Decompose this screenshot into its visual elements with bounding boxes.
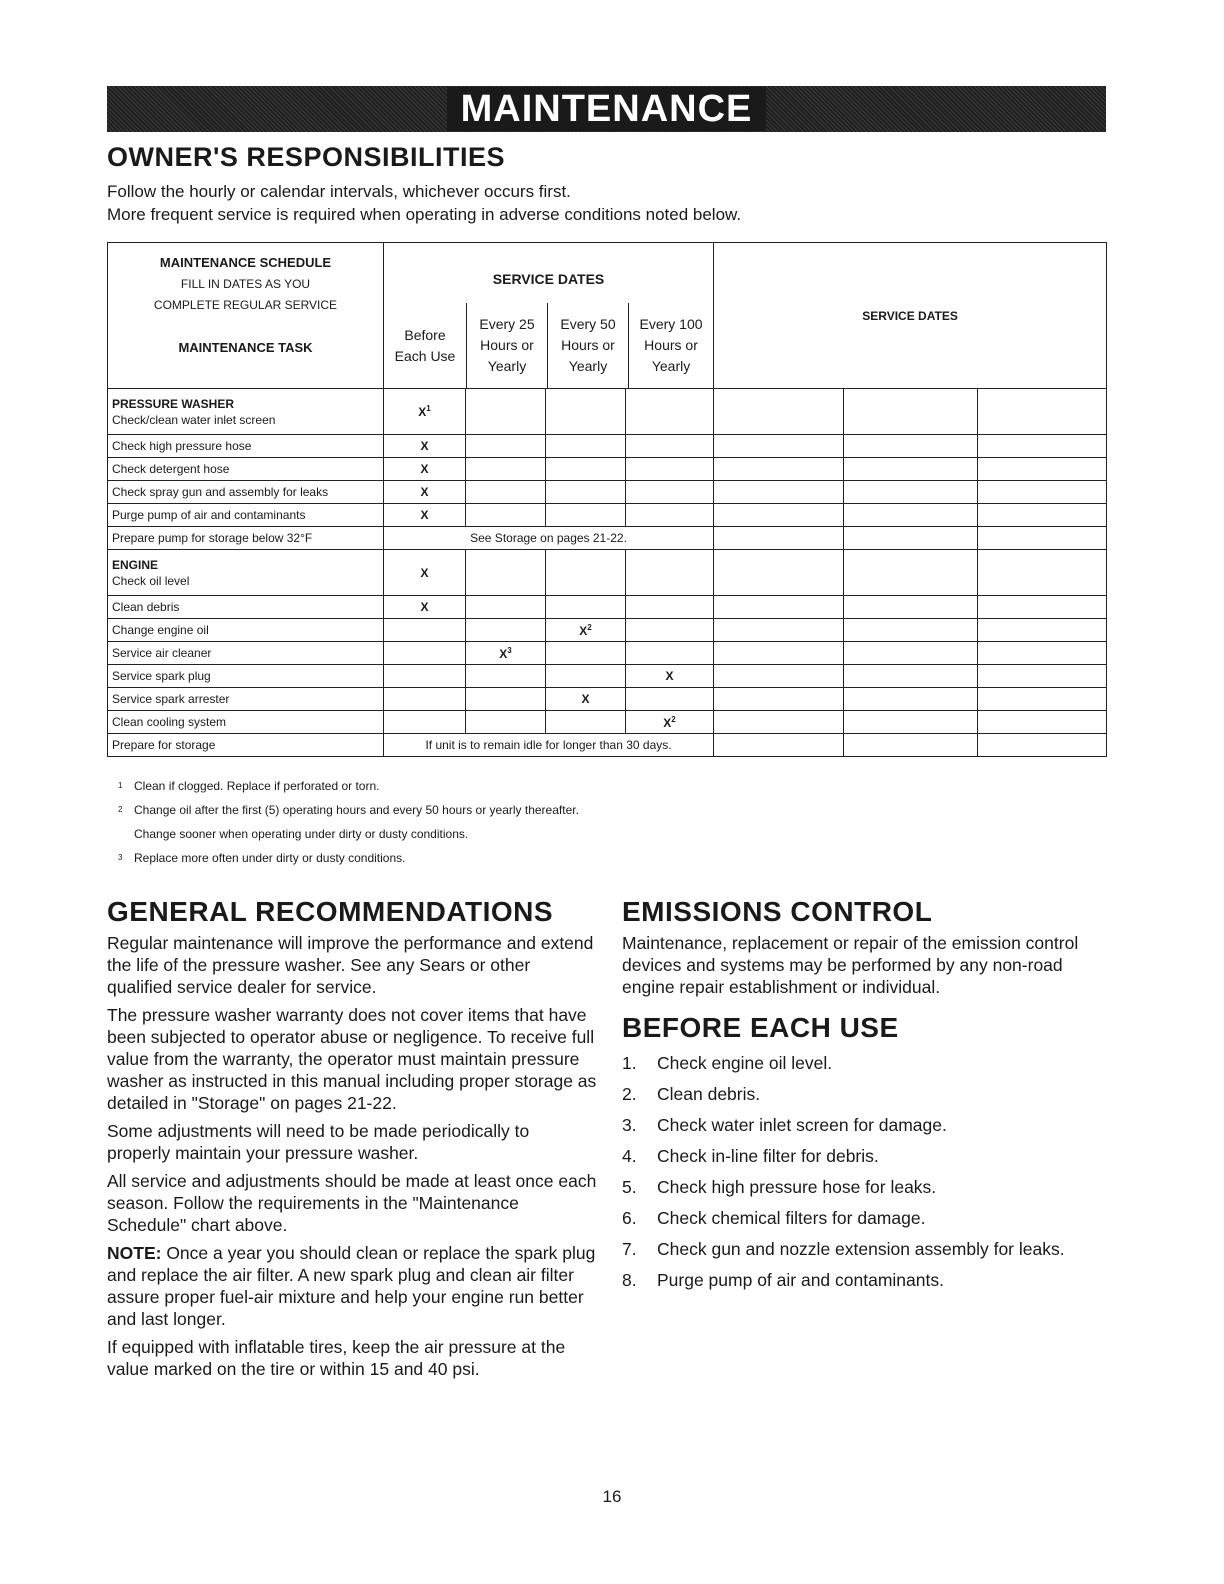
general-p1: Regular maintenance will improve the performance and extend the life of the pressure washer. See any Sears or other qualified service dealer for service. [107,933,594,997]
check-mark: X [420,439,429,453]
interval-cell-e25 [466,619,546,642]
task-cell [108,665,384,688]
task-label: Check/clean water inlet screen [112,412,276,427]
task-label: Prepare for storage [112,738,216,752]
service-date-cell[interactable] [714,527,844,550]
step-text: Check engine oil level. [657,1053,833,1073]
interval-cell-before [384,711,466,734]
interval-cell-e50 [546,550,626,596]
interval-cell-e50 [546,665,626,688]
interval-cell-e50 [546,504,626,527]
step-text: Check in-line filter for debris. [657,1146,879,1166]
interval-cell-e25 [466,389,546,435]
schedule-title: MAINTENANCE SCHEDULE [159,254,332,270]
service-date-cell[interactable] [714,619,844,642]
service-date-cell[interactable] [978,435,1107,458]
service-date-cell[interactable] [978,688,1107,711]
task-cell [108,458,384,481]
step-number: 1. [622,1053,637,1073]
task-label: Purge pump of air and contaminants [112,508,306,522]
interval-cell-before [384,435,466,458]
check-mark: X [499,646,508,661]
service-date-cell[interactable] [844,458,978,481]
table-row [108,619,1107,642]
step-text: Check gun and nozzle extension assembly for leaks. [657,1239,1065,1259]
check-mark: X [420,508,429,522]
list-item [622,1083,1102,1105]
service-date-cell[interactable] [978,711,1107,734]
service-date-cell[interactable] [844,596,978,619]
interval-cell-before [384,458,466,481]
task-label: Clean debris [112,600,180,614]
task-cell [108,619,384,642]
footnote-number: 2 [118,805,123,814]
step-text: Check water inlet screen for damage. [657,1115,947,1135]
step-number: 6. [622,1208,637,1228]
general-recommendations-text [107,932,597,1386]
note-text: Once a year you should clean or replace the spark plug and replace the air filter. A new spark plug and clean air filter assure proper fuel-air mixture and help your engine run better and last longer. [107,1243,596,1329]
task-cell [108,688,384,711]
interval-cell-e25 [466,711,546,734]
footnote [118,774,579,798]
service-date-cell[interactable] [844,504,978,527]
task-label: Check spray gun and assembly for leaks [112,485,329,499]
general-p3: Some adjustments will need to be made periodically to properly maintain your pressure washer. [107,1121,530,1163]
service-date-cell[interactable] [714,504,844,527]
interval-cell-e50 [546,619,626,642]
service-dates-right-header: SERVICE DATES [714,243,1107,389]
check-mark: X [579,623,588,638]
step-number: 2. [622,1084,637,1104]
check-mark: X [420,565,429,580]
interval-cell-before [384,665,466,688]
interval-cell-e50 [546,596,626,619]
service-date-cell[interactable] [844,435,978,458]
check-mark: X [581,692,590,706]
list-item [622,1176,1102,1198]
service-date-cell[interactable] [844,665,978,688]
task-label: Service spark plug [112,669,211,683]
footnote-text: Change oil after the first (5) operating hours and every 50 hours or yearly thereafter. [134,803,579,817]
task-label: Check high pressure hose [112,439,252,453]
check-mark: X [420,485,429,499]
task-header: MAINTENANCE TASK [178,339,313,355]
note-label: NOTE: [107,1243,162,1263]
interval-cell-e50 [546,435,626,458]
table-row [108,389,1107,435]
general-recommendations-heading: GENERAL RECOMMENDATIONS [107,896,554,927]
task-cell [108,596,384,619]
interval-cell-e100 [626,504,714,527]
task-cell [108,711,384,734]
step-number: 7. [622,1239,637,1259]
interval-cell-e100 [626,596,714,619]
interval-cell-before [384,504,466,527]
pw-section-label: PRESSURE WASHER [112,396,235,411]
emissions-control-heading: EMISSIONS CONTROL [622,896,933,927]
task-label: Service spark arrester [112,692,230,706]
engine-section-label: ENGINE [112,557,159,572]
footnote [118,822,579,846]
list-item [622,1052,1102,1074]
interval-cell-before [384,619,466,642]
service-date-cell[interactable] [714,711,844,734]
footnote-number [118,822,134,846]
section-banner [107,86,1106,132]
fill-line-1: FILL IN DATES AS YOU [180,276,311,291]
interval-cell-e50 [546,642,626,665]
interval-cell-e100 [626,619,714,642]
table-row [108,734,1107,757]
service-date-cell[interactable] [978,389,1107,435]
step-text: Check chemical filters for damage. [657,1208,926,1228]
step-number: 8. [622,1270,637,1290]
emissions-control-text: Maintenance, replacement or repair of the emission control devices and systems may be performed by any non-road engine repair establishment or individual. [622,933,1079,997]
schedule-header-cell [108,243,384,389]
service-date-cell[interactable] [978,481,1107,504]
page-number: 16 [602,1487,622,1506]
service-date-cell[interactable] [714,596,844,619]
intro-text [107,180,741,226]
interval-cell-e25 [466,435,546,458]
fill-line-2: COMPLETE REGULAR SERVICE [153,297,338,312]
interval-cell-before [384,389,466,435]
interval-cell-e25 [466,504,546,527]
list-item [622,1145,1102,1167]
task-cell [108,642,384,665]
service-interval-header [384,243,714,389]
interval-cell-e100 [626,665,714,688]
check-mark: X [663,715,672,730]
schedule-note: See Storage on pages 21-22. [384,527,714,550]
step-text: Check high pressure hose for leaks. [657,1177,937,1197]
service-date-cell[interactable] [978,504,1107,527]
interval-cell-e100 [626,458,714,481]
footnote-text: Clean if clogged. Replace if perforated or torn. [134,779,380,793]
service-date-cell[interactable] [978,734,1107,757]
service-dates-label: SERVICE DATES [492,271,605,287]
list-item [622,1269,1102,1291]
service-date-cell[interactable] [844,688,978,711]
interval-cell-e50 [546,711,626,734]
service-date-cell[interactable] [978,527,1107,550]
task-cell [108,550,384,596]
interval-cell-e100 [626,688,714,711]
service-date-cell[interactable] [714,389,844,435]
footnote-ref: 1 [426,404,431,413]
service-date-cell[interactable] [844,550,978,596]
general-p2: The pressure washer warranty does not cover items that have been subjected to operator abuse or negligence. To receive full value from the warranty, the operator must maintain pressure washer as instructed in this manual including proper storage as detailed in "Storage" on pages 21-22. [107,1005,597,1113]
step-number: 5. [622,1177,637,1197]
task-label: Change engine oil [112,623,209,637]
check-mark: X [420,600,429,614]
interval-cell-e50 [546,688,626,711]
owners-responsibilities-heading: OWNER'S RESPONSIBILITIES [107,142,505,172]
intro-line-2: More frequent service is required when operating in adverse conditions noted below. [107,205,742,224]
list-item [622,1207,1102,1229]
interval-cell-e25 [466,665,546,688]
service-date-cell[interactable] [844,642,978,665]
step-text: Clean debris. [657,1084,761,1104]
service-date-cell[interactable] [714,688,844,711]
table-row [108,458,1107,481]
table-row [108,711,1107,734]
schedule-note: If unit is to remain idle for longer than 30 days. [384,734,714,757]
footnote-ref: 2 [587,622,592,632]
service-date-cell[interactable] [714,642,844,665]
col-every-25: Every 25 Hours or Yearly [466,303,547,388]
task-label: Check oil level [112,573,190,588]
step-text: Purge pump of air and contaminants. [657,1270,944,1290]
service-date-cell[interactable] [978,619,1107,642]
intro-line-1: Follow the hourly or calendar intervals, whichever occurs first. [107,182,571,201]
col-every-100: Every 100 Hours or Yearly [628,303,713,388]
interval-cell-before [384,596,466,619]
service-date-cell[interactable] [978,665,1107,688]
interval-cell-e25 [466,481,546,504]
table-row [108,550,1107,596]
service-date-cell[interactable] [714,550,844,596]
interval-cell-before [384,642,466,665]
interval-cell-e100 [626,435,714,458]
footnote-number: 3 [118,853,123,862]
task-cell [108,527,384,550]
table-header-row [108,243,1107,389]
task-cell [108,389,384,435]
interval-cell-e100 [626,389,714,435]
task-label: Check detergent hose [112,462,230,476]
interval-cell-e100 [626,481,714,504]
service-date-cell[interactable] [714,481,844,504]
check-mark: X [665,669,674,683]
interval-cell-e100 [626,711,714,734]
task-cell [108,504,384,527]
interval-cell-e100 [626,642,714,665]
footnote-text: Change sooner when operating under dirty or dusty conditions. [134,827,469,841]
service-date-cell[interactable] [978,642,1107,665]
service-date-cell[interactable] [844,711,978,734]
service-date-cell[interactable] [714,665,844,688]
interval-cell-e100 [626,550,714,596]
service-date-cell[interactable] [714,435,844,458]
task-cell [108,734,384,757]
interval-cell-e25 [466,458,546,481]
maintenance-schedule-table [107,242,1107,757]
interval-cell-e50 [546,481,626,504]
interval-cell-e50 [546,389,626,435]
general-p6: If equipped with inflatable tires, keep the air pressure at the value marked on the tire or within 15 and 40 psi. [107,1337,566,1379]
interval-cell-e25 [466,596,546,619]
task-label: Service air cleaner [112,646,212,660]
service-date-cell[interactable] [978,550,1107,596]
interval-cell-before [384,688,466,711]
general-note [107,1242,597,1330]
interval-cell-e25 [466,642,546,665]
footnote [118,846,579,870]
interval-cell-e25 [466,688,546,711]
service-date-cell[interactable] [844,481,978,504]
col-before-each-use: Before Each Use [394,326,456,364]
table-row [108,642,1107,665]
interval-cell-e50 [546,458,626,481]
table-row [108,596,1107,619]
footnote-number: 1 [118,781,123,790]
list-item [622,1114,1102,1136]
table-row [108,504,1107,527]
general-p4: All service and adjustments should be made at least once each season. Follow the requirements in the "Maintenance Schedule" chart above. [107,1171,597,1235]
table-row [108,481,1107,504]
table-row [108,688,1107,711]
service-date-cell[interactable] [844,389,978,435]
check-mark: X [420,462,429,476]
interval-cell-before [384,481,466,504]
service-date-cell[interactable] [844,734,978,757]
interval-cell-e25 [466,550,546,596]
banner-title: MAINTENANCE [447,87,767,131]
service-date-cell[interactable] [714,458,844,481]
task-cell [108,435,384,458]
footnote-ref: 3 [507,645,512,655]
check-mark: X [418,405,427,419]
service-date-cell[interactable] [978,596,1107,619]
table-row [108,527,1107,550]
before-each-use-list [622,1052,1102,1300]
footnote-text: Replace more often under dirty or dusty conditions. [134,851,406,865]
col-every-50: Every 50 Hours or Yearly [547,303,628,388]
table-row [108,665,1107,688]
footnote-ref: 2 [671,714,676,724]
task-label: Prepare pump for storage below 32°F [112,531,313,545]
table-row [108,435,1107,458]
before-each-use-heading: BEFORE EACH USE [622,1012,899,1043]
footnote [118,798,579,822]
step-number: 4. [622,1146,637,1166]
footnotes [118,774,579,870]
service-date-cell[interactable] [844,527,978,550]
task-label: Clean cooling system [112,715,227,729]
service-date-cell[interactable] [714,734,844,757]
service-date-cell[interactable] [844,619,978,642]
service-date-cell[interactable] [978,458,1107,481]
interval-cell-before [384,550,466,596]
task-cell [108,481,384,504]
step-number: 3. [622,1115,637,1135]
list-item [622,1238,1102,1260]
